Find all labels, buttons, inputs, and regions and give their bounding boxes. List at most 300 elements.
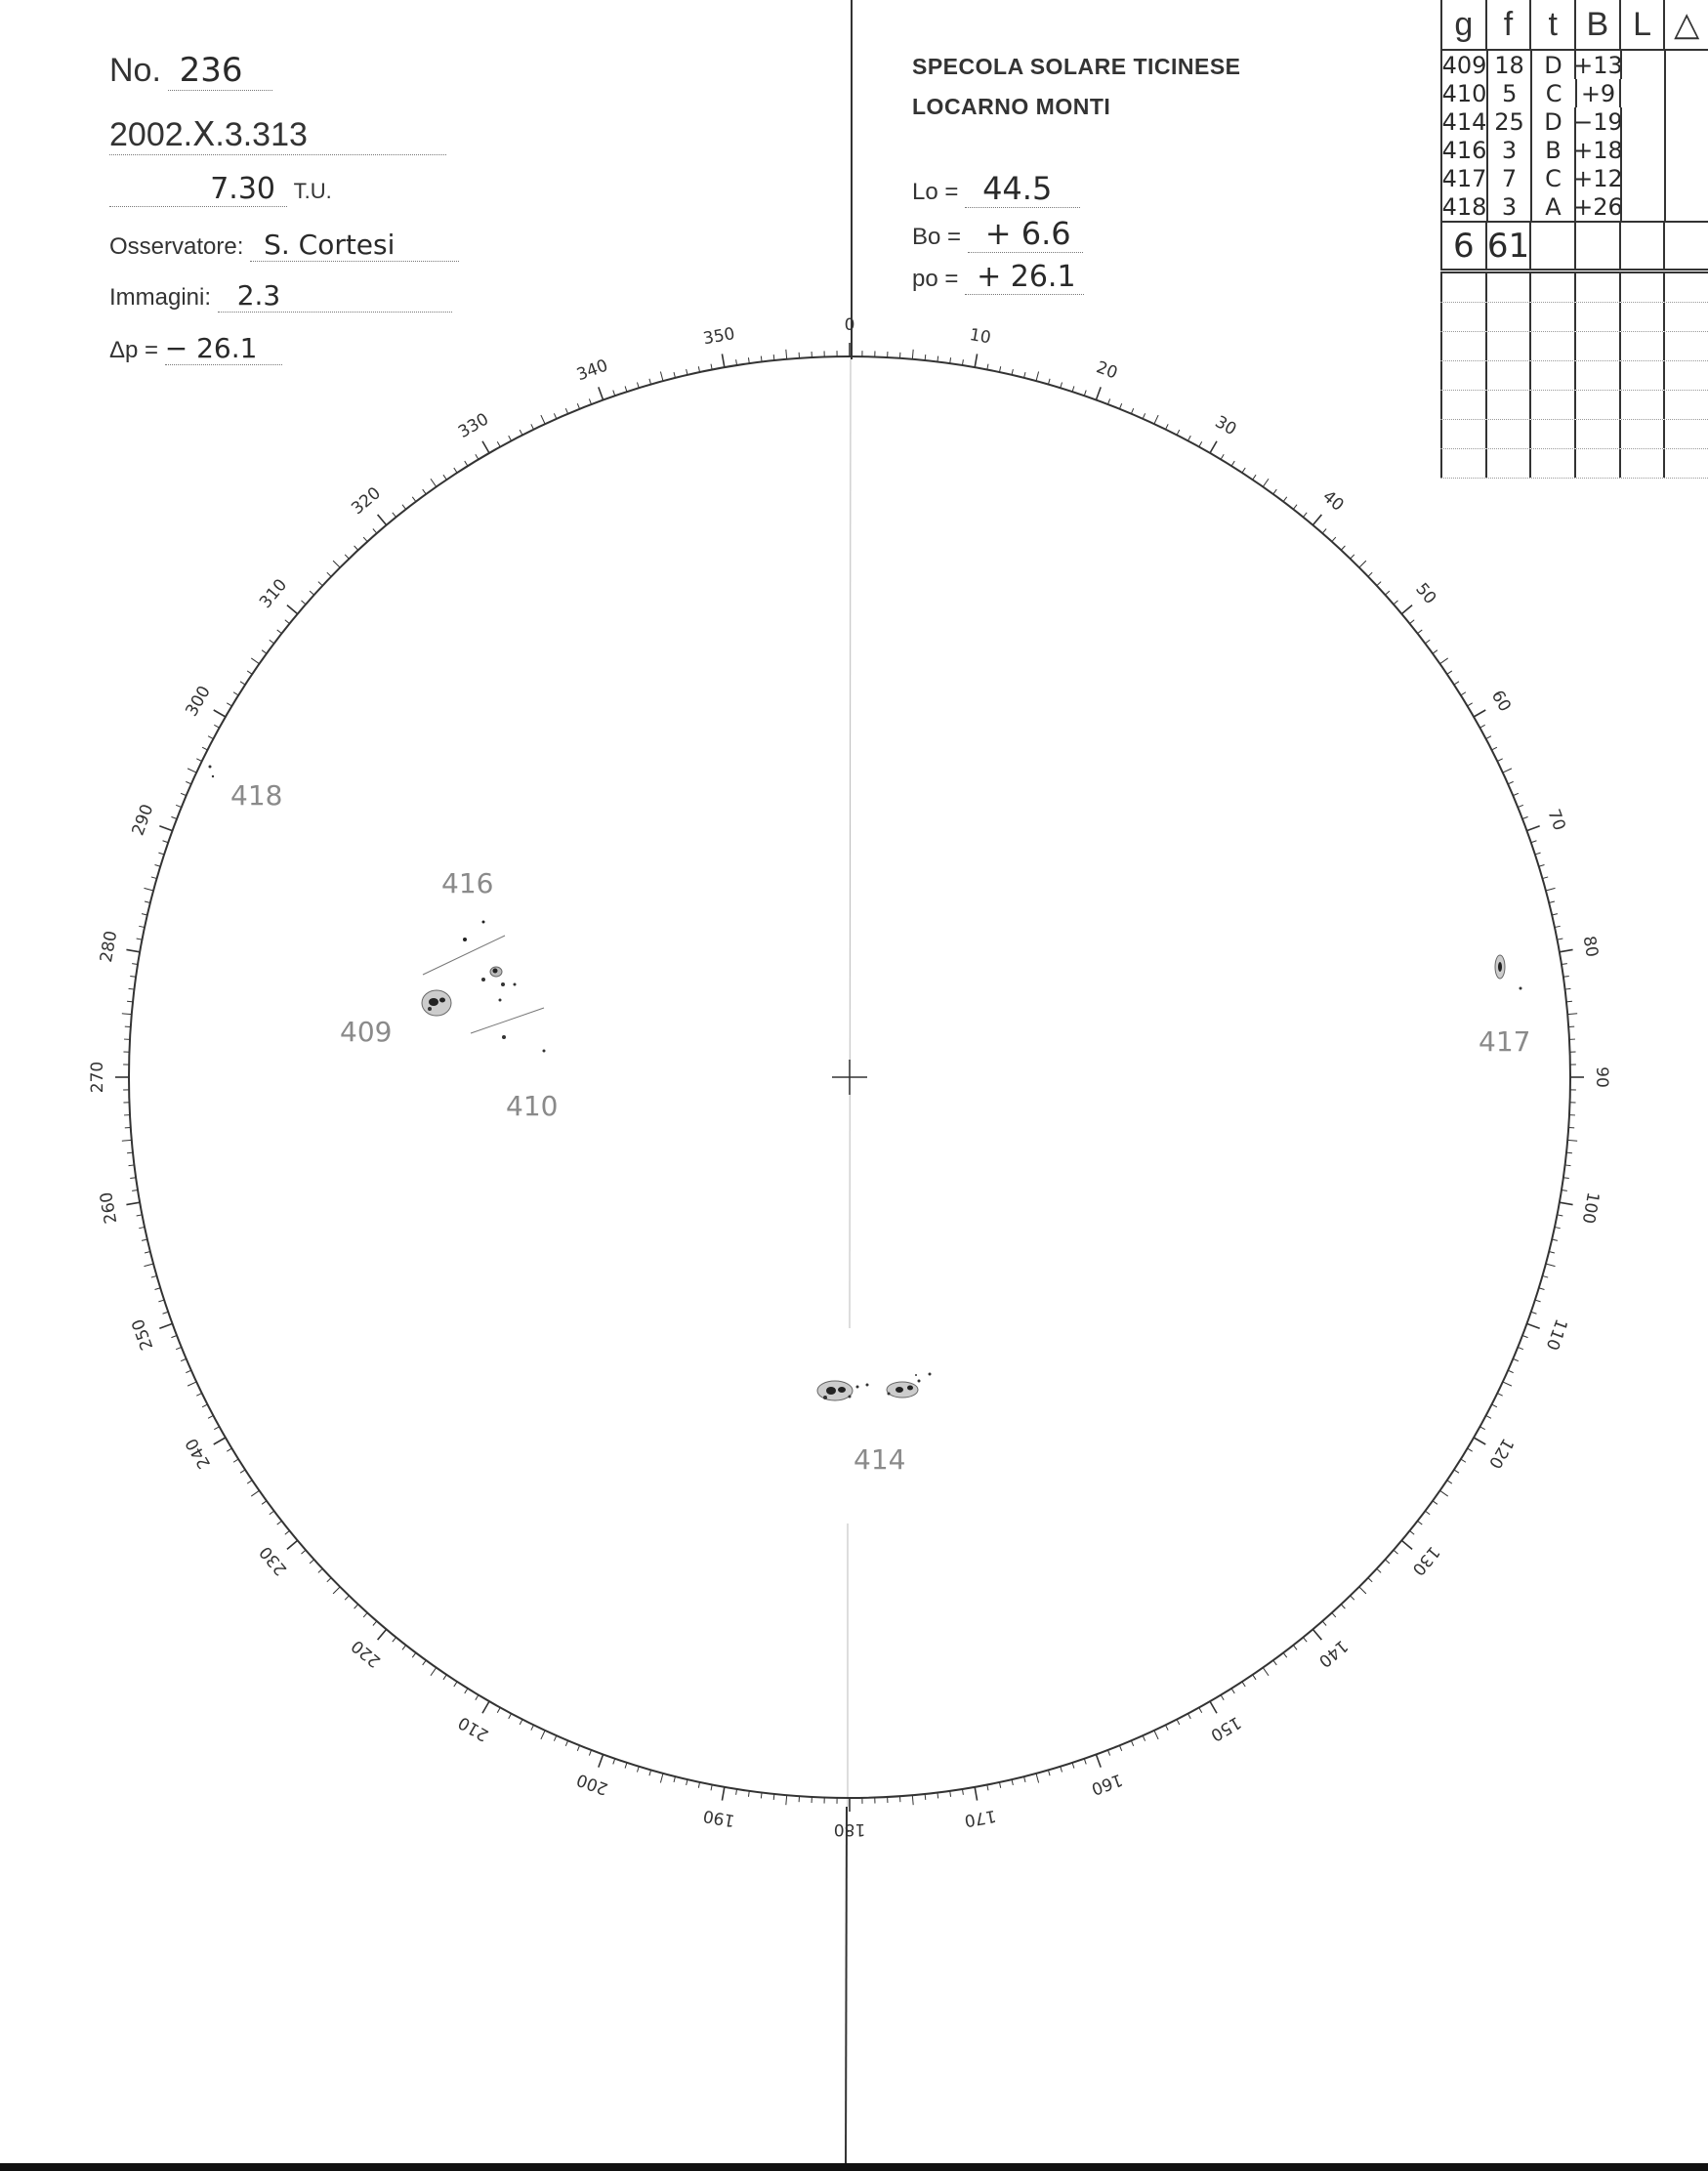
table-cell: +12: [1573, 164, 1623, 192]
tick-mark: [589, 1750, 591, 1756]
tick-mark: [240, 1470, 245, 1473]
tick-mark: [1368, 1578, 1372, 1582]
tick-mark: [1322, 1621, 1326, 1626]
tick-mark: [1447, 1481, 1452, 1483]
tick-mark: [122, 1014, 132, 1015]
table-cell: 414: [1441, 107, 1487, 136]
tick-mark: [1425, 1511, 1430, 1515]
degree-label: 20: [1093, 357, 1120, 384]
tick-mark: [454, 1682, 457, 1687]
table-cell: 7: [1486, 164, 1530, 192]
tick-mark: [354, 1605, 358, 1608]
tick-mark: [625, 1763, 627, 1769]
tick-mark: [1012, 369, 1013, 375]
tick-mark: [722, 354, 724, 367]
observatory-location: LOCARNO MONTI: [912, 94, 1111, 119]
table-cell: 25: [1486, 107, 1530, 136]
tick-mark: [1273, 1660, 1277, 1665]
tick-mark: [1567, 1140, 1577, 1141]
tick-mark: [1401, 605, 1412, 614]
tick-mark: [163, 841, 169, 843]
tick-mark: [186, 1370, 190, 1372]
tick-mark: [423, 1660, 427, 1665]
tick-mark: [1096, 387, 1101, 399]
tick-mark: [1221, 454, 1224, 459]
tick-mark: [987, 364, 988, 370]
tick-mark: [925, 1794, 926, 1800]
degree-label: 300: [182, 682, 215, 721]
tick-mark: [1492, 747, 1497, 750]
tick-mark: [599, 387, 604, 399]
degree-label: 40: [1318, 486, 1348, 516]
group-label-417: 417: [1479, 1025, 1531, 1058]
tick-mark: [1177, 1720, 1180, 1725]
tick-mark: [1552, 1239, 1558, 1240]
tick-mark: [1522, 1335, 1528, 1337]
tick-mark: [637, 383, 639, 389]
tick-mark: [1566, 1001, 1572, 1002]
tick-mark: [1061, 383, 1062, 389]
tick-mark: [1199, 441, 1202, 446]
tick-mark: [1024, 1776, 1025, 1782]
sunspot-group-416: [423, 921, 517, 987]
degree-label: 50: [1411, 579, 1440, 608]
tick-mark: [373, 528, 377, 533]
tick-mark: [649, 1770, 651, 1775]
tick-mark: [736, 1789, 737, 1795]
tick-mark: [233, 692, 238, 695]
tick-mark: [1454, 1470, 1459, 1473]
tick-mark: [1418, 1521, 1423, 1524]
table-cell: 418: [1441, 192, 1487, 221]
tick-mark: [1461, 692, 1466, 695]
tick-mark: [1351, 1596, 1354, 1600]
degree-label: 120: [1484, 1434, 1518, 1473]
tick-mark: [476, 454, 479, 459]
dp-value: − 26.1: [165, 332, 282, 365]
tick-mark: [1567, 1014, 1577, 1015]
tick-mark: [925, 355, 926, 360]
table-cell: C: [1530, 79, 1574, 107]
tick-mark: [1263, 479, 1269, 486]
tick-mark: [1322, 528, 1326, 533]
table-header-cell: f: [1485, 0, 1530, 49]
degree-label: 10: [968, 324, 993, 349]
tick-mark: [1535, 853, 1541, 855]
tick-mark: [318, 582, 322, 586]
date-value: 2002.Ⅹ.3.313: [109, 115, 446, 155]
tick-mark: [1012, 1779, 1013, 1785]
tick-mark: [1119, 403, 1121, 409]
tick-mark: [962, 359, 963, 365]
tick-mark: [1359, 561, 1366, 567]
tick-mark: [1526, 1323, 1539, 1328]
tick-mark: [402, 505, 406, 510]
degree-label: 230: [256, 1542, 292, 1579]
observer-label: Osservatore:: [109, 233, 244, 260]
tick-mark: [999, 1782, 1000, 1788]
tick-mark: [373, 1621, 377, 1626]
tick-mark: [214, 710, 226, 717]
degree-label: 190: [701, 1805, 737, 1830]
tick-mark: [465, 1689, 468, 1693]
tick-mark: [1440, 658, 1448, 664]
tick-mark: [465, 461, 468, 466]
tick-mark: [698, 366, 699, 372]
tick-mark: [1440, 1490, 1448, 1496]
degree-label: 140: [1314, 1635, 1352, 1671]
param-B-label: Bo =: [912, 224, 962, 250]
tick-mark: [1468, 703, 1473, 706]
tick-mark: [270, 640, 274, 644]
tick-mark: [159, 826, 172, 831]
tick-mark: [1048, 1770, 1050, 1775]
tick-mark: [214, 725, 219, 728]
tick-mark: [1377, 1568, 1381, 1572]
tick-mark: [1072, 1763, 1074, 1769]
center-cross: [832, 1060, 867, 1095]
tick-mark: [1107, 1750, 1109, 1756]
tick-mark: [1293, 505, 1297, 510]
tick-mark: [247, 671, 252, 674]
tick-mark: [1359, 1587, 1366, 1594]
tick-mark: [1447, 671, 1452, 674]
tick-mark: [318, 1568, 322, 1572]
tick-mark: [1143, 1735, 1145, 1740]
table-header-cell: L: [1619, 0, 1664, 49]
tick-mark: [443, 1675, 446, 1680]
number-value: 236: [168, 51, 272, 91]
tick-mark: [1542, 877, 1548, 879]
tick-mark: [1131, 408, 1133, 414]
tick-mark: [1508, 1370, 1513, 1372]
param-L-label: Lo =: [912, 179, 959, 205]
tick-mark: [1107, 398, 1109, 404]
table-cell: A: [1530, 192, 1574, 221]
tick-mark: [1084, 391, 1086, 397]
degree-label: 180: [833, 1819, 866, 1839]
tick-mark: [1199, 1707, 1202, 1712]
tick-mark: [301, 601, 306, 605]
tick-mark: [176, 1347, 182, 1349]
tick-mark: [1263, 1668, 1269, 1676]
tick-mark: [151, 1275, 157, 1277]
tick-mark: [589, 398, 591, 404]
group-label-409: 409: [340, 1016, 393, 1048]
group-label-418: 418: [230, 779, 283, 812]
tick-mark: [1024, 372, 1025, 378]
degree-label: 250: [128, 1315, 158, 1354]
tick-mark: [208, 1415, 213, 1418]
tick-mark: [363, 1612, 367, 1616]
tick-mark: [1303, 513, 1307, 518]
tick-mark: [431, 479, 437, 486]
tick-mark: [144, 1264, 153, 1267]
tick-mark: [1253, 475, 1256, 480]
table-cell: 3: [1486, 192, 1530, 221]
tick-mark: [613, 391, 615, 397]
table-cell: 416: [1441, 136, 1487, 164]
tick-mark: [1492, 1404, 1497, 1407]
tick-mark: [454, 468, 457, 473]
table-header-cell: △: [1663, 0, 1708, 49]
tick-mark: [999, 366, 1000, 372]
tick-mark: [443, 475, 446, 480]
tick-mark: [122, 1140, 132, 1141]
tick-mark: [773, 1794, 774, 1800]
observatory-name: SPECOLA SOLARE TICINESE: [912, 54, 1241, 79]
tick-mark: [187, 769, 196, 772]
tick-mark: [378, 1629, 387, 1640]
tick-mark: [139, 926, 145, 927]
tick-mark: [310, 591, 313, 595]
tick-mark: [520, 430, 522, 435]
degree-label: 100: [1577, 1190, 1603, 1226]
tick-mark: [497, 441, 500, 446]
table-header-cell: t: [1529, 0, 1574, 49]
tick-mark: [1210, 441, 1217, 453]
tick-mark: [1401, 1540, 1412, 1549]
tick-mark: [497, 1707, 500, 1712]
tick-mark: [1433, 650, 1437, 654]
tick-mark: [1539, 1288, 1545, 1290]
degree-label: 150: [1206, 1712, 1245, 1745]
tick-mark: [975, 1787, 977, 1801]
tick-mark: [202, 1404, 207, 1407]
tick-mark: [155, 864, 161, 866]
tick-mark: [1187, 1714, 1190, 1719]
tick-mark: [196, 1394, 201, 1397]
tick-mark: [1562, 964, 1567, 965]
tick-mark: [1549, 1252, 1555, 1253]
tick-mark: [1154, 415, 1158, 424]
tick-mark: [1231, 461, 1234, 466]
tick-mark: [1566, 1152, 1572, 1153]
tick-mark: [1131, 1740, 1133, 1746]
tick-mark: [1549, 901, 1555, 902]
tick-mark: [1048, 379, 1050, 385]
tick-mark: [674, 372, 675, 378]
tick-mark: [1166, 424, 1169, 429]
tick-mark: [151, 877, 157, 879]
tick-mark: [139, 1227, 145, 1228]
tick-mark: [1293, 1646, 1297, 1650]
tick-mark: [262, 650, 267, 654]
degree-label: 30: [1211, 412, 1240, 440]
degree-label: 90: [1592, 1066, 1611, 1088]
table-cell: 409: [1441, 51, 1487, 79]
tick-mark: [1283, 497, 1287, 502]
table-cell: 410: [1441, 79, 1487, 107]
vertical-axis-bottom: [846, 1807, 847, 2163]
table-header-cell: B: [1574, 0, 1619, 49]
table-cell: D: [1530, 107, 1574, 136]
tick-mark: [1385, 591, 1389, 595]
tick-mark: [145, 901, 150, 902]
tick-mark: [565, 1740, 567, 1746]
table-cell: D: [1530, 51, 1574, 79]
tick-mark: [285, 1530, 290, 1534]
degree-label: 0: [844, 315, 855, 335]
tick-mark: [565, 408, 567, 414]
tick-mark: [171, 1335, 177, 1337]
tick-mark: [1394, 1550, 1398, 1554]
tick-mark: [287, 1540, 298, 1549]
tick-mark: [145, 1252, 150, 1253]
tick-mark: [1119, 1745, 1121, 1751]
table-cell: +18: [1573, 136, 1623, 164]
tick-mark: [270, 1511, 274, 1515]
tick-mark: [786, 350, 787, 359]
tick-mark: [354, 546, 358, 550]
tick-mark: [1061, 1767, 1062, 1773]
tick-mark: [1072, 386, 1074, 392]
tick-mark: [345, 1596, 349, 1600]
tick-mark: [509, 436, 512, 440]
tick-mark: [773, 355, 774, 360]
tick-mark: [1518, 1347, 1523, 1349]
table-cell: +9: [1575, 79, 1619, 107]
tick-mark: [277, 1521, 282, 1524]
table-cell: C: [1530, 164, 1574, 192]
tick-mark: [649, 379, 651, 385]
tick-mark: [363, 537, 367, 541]
tick-mark: [1557, 1215, 1562, 1216]
sunspot-group-409: [422, 990, 451, 1016]
table-cell: −19: [1573, 107, 1623, 136]
tick-mark: [247, 1481, 252, 1483]
time-value: 7.30: [109, 172, 287, 207]
tick-mark: [251, 1490, 259, 1496]
group-label-414: 414: [854, 1443, 906, 1476]
param-L-value: 44.5: [965, 170, 1080, 208]
table-cell: +13: [1573, 51, 1623, 79]
tick-mark: [181, 1358, 187, 1360]
degree-label: 200: [573, 1769, 611, 1799]
tick-mark: [1486, 1415, 1491, 1418]
tick-mark: [1560, 949, 1573, 951]
table-cell: 5: [1486, 79, 1530, 107]
tick-mark: [1555, 926, 1561, 927]
tick-mark: [127, 1001, 133, 1002]
tick-mark: [214, 1427, 219, 1430]
tick-mark: [1474, 1438, 1485, 1444]
tick-mark: [333, 1587, 340, 1594]
tick-mark: [240, 682, 245, 685]
tick-mark: [181, 793, 187, 795]
group-label-410: 410: [506, 1090, 559, 1122]
group-label-416: 416: [441, 867, 494, 899]
tick-mark: [554, 1735, 556, 1740]
tick-mark: [202, 747, 207, 750]
time-unit: T.U.: [293, 179, 332, 203]
tick-mark: [393, 513, 396, 518]
tick-mark: [1332, 537, 1336, 541]
tick-mark: [786, 1795, 787, 1805]
tick-mark: [1468, 1448, 1473, 1451]
tick-mark: [1368, 572, 1372, 576]
tick-mark: [1084, 1759, 1086, 1765]
tick-mark: [1385, 1560, 1389, 1564]
tick-mark: [423, 489, 427, 494]
tick-mark: [277, 630, 282, 634]
degree-label: 70: [1543, 807, 1569, 834]
tick-mark: [345, 555, 349, 559]
param-B-value: + 6.6: [968, 215, 1083, 253]
table-cell: 3: [1486, 136, 1530, 164]
tick-mark: [233, 1459, 238, 1462]
tick-mark: [158, 853, 164, 855]
tick-mark: [1332, 1612, 1336, 1616]
degree-label: 80: [1578, 934, 1603, 959]
degree-label: 310: [256, 575, 292, 612]
tick-mark: [171, 816, 177, 818]
tick-mark: [393, 1638, 396, 1643]
tick-mark: [378, 515, 387, 525]
tick-mark: [1513, 1358, 1519, 1360]
tick-mark: [1377, 582, 1381, 586]
tick-mark: [1535, 1300, 1541, 1302]
tick-mark: [1231, 1689, 1234, 1693]
tick-mark: [1555, 1227, 1561, 1228]
tick-mark: [1497, 759, 1502, 762]
tick-mark: [660, 1774, 663, 1783]
tick-mark: [227, 1448, 231, 1451]
tick-mark: [412, 1652, 416, 1657]
tick-mark: [144, 888, 153, 891]
tick-mark: [1503, 1382, 1512, 1386]
tick-mark: [1273, 489, 1277, 494]
tick-mark: [1341, 1605, 1345, 1608]
tick-mark: [127, 1152, 133, 1153]
tick-mark: [1166, 1725, 1169, 1730]
table-cell: B: [1530, 136, 1574, 164]
tick-mark: [1461, 1459, 1466, 1462]
tick-mark: [1552, 914, 1558, 915]
tick-mark: [1036, 371, 1039, 381]
tick-mark: [1410, 1530, 1415, 1534]
table-header-cell: g: [1440, 0, 1485, 49]
tick-mark: [327, 572, 331, 576]
tick-mark: [431, 1668, 437, 1676]
tick-mark: [126, 1202, 140, 1204]
degree-label: 160: [1088, 1769, 1126, 1799]
tick-mark: [262, 1501, 267, 1505]
tick-mark: [227, 703, 231, 706]
degree-label: 270: [88, 1061, 107, 1094]
tick-mark: [625, 386, 627, 392]
tick-mark: [1177, 430, 1180, 435]
tick-mark: [1508, 781, 1513, 783]
tick-mark: [287, 605, 298, 614]
tick-mark: [142, 1239, 147, 1240]
tick-mark: [1312, 515, 1321, 525]
tick-mark: [1394, 601, 1398, 605]
observer-value: S. Cortesi: [250, 229, 459, 262]
table-cell: 417: [1441, 164, 1487, 192]
dp-label: Δp =: [109, 337, 159, 363]
tick-mark: [531, 1725, 534, 1730]
tick-mark: [1143, 413, 1145, 418]
tick-mark: [1539, 864, 1545, 866]
tick-mark: [711, 1784, 712, 1790]
tick-mark: [736, 359, 737, 365]
tick-mark: [327, 1578, 331, 1582]
tick-mark: [1454, 682, 1459, 685]
tick-mark: [660, 371, 663, 381]
tick-mark: [1154, 1731, 1158, 1739]
degree-label: 330: [454, 409, 493, 442]
